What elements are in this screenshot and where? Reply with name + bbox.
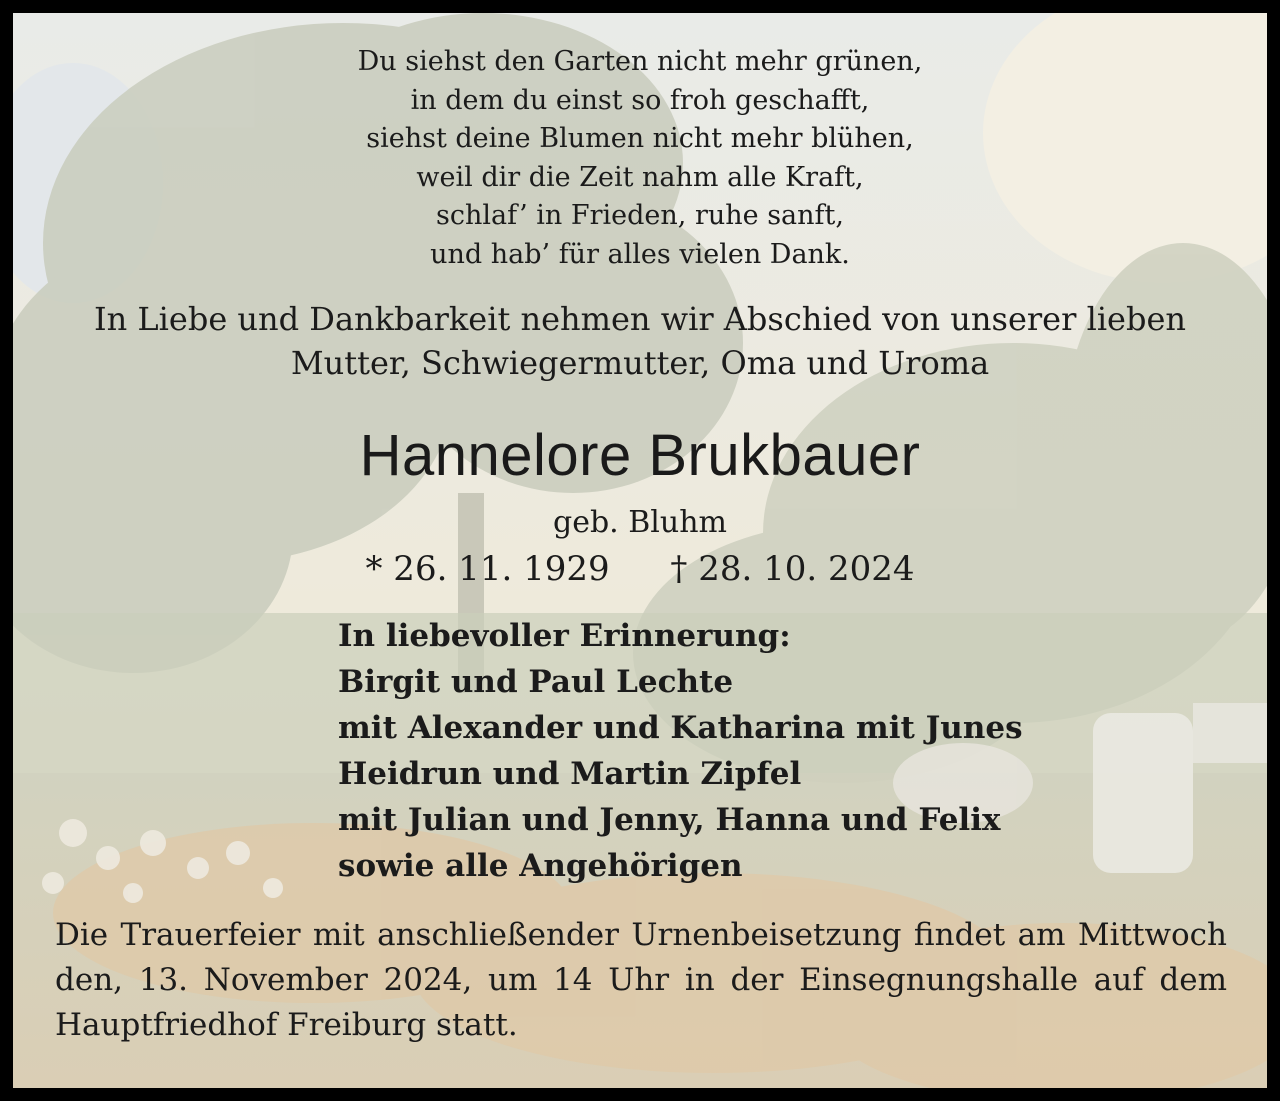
notice-content xyxy=(13,13,1267,1088)
life-dates xyxy=(13,545,1267,593)
poem-line: und hab’ für alles vielen Dank. xyxy=(430,238,850,270)
funeral-ceremony-info xyxy=(55,913,1227,1048)
poem-line: siehst deine Blumen nicht mehr blühen, xyxy=(366,123,914,154)
obituary-notice xyxy=(13,13,1267,1088)
intro-line: Mutter, Schwiegermutter, Oma und Uroma xyxy=(290,344,990,382)
poem-line: Du siehst den Garten nicht mehr grünen, xyxy=(357,46,923,77)
deceased-name: Hannelore Brukbauer xyxy=(359,423,921,488)
mourner-line: mit Alexander und Katharina mit Junes xyxy=(338,710,1023,746)
poem-line: schlaf’ in Frieden, ruhe sanft, xyxy=(436,200,844,231)
mourners-heading: In liebevoller Erinnerung: xyxy=(338,618,791,654)
death-date: † 28. 10. 2024 xyxy=(670,549,915,589)
mourner-line: Birgit und Paul Lechte xyxy=(338,664,734,700)
mourner-line: Heidrun und Martin Zipfel xyxy=(338,756,802,792)
mourner-line: mit Julian und Jenny, Hanna und Felix xyxy=(338,802,1001,838)
memorial-poem xyxy=(13,43,1267,274)
mourners-list xyxy=(338,613,1023,889)
maiden-name: geb. Bluhm xyxy=(553,505,727,540)
ceremony-line: Die Trauerfeier mit anschließender Urnenbeisetzung findet am Mittwoch xyxy=(55,917,1227,953)
farewell-intro xyxy=(13,297,1267,385)
mourner-line: sowie alle Angehörigen xyxy=(338,848,743,884)
poem-line: weil dir die Zeit nahm alle Kraft, xyxy=(416,161,864,193)
ceremony-line: Hauptfriedhof Freiburg statt. xyxy=(55,1007,518,1043)
intro-line: In Liebe und Dankbarkeit nehmen wir Abschied von unserer lieben xyxy=(93,300,1187,338)
ceremony-line: den, 13. November 2024, um 14 Uhr in der Einsegnungshalle auf dem xyxy=(55,962,1227,998)
poem-line: in dem du einst so froh geschafft, xyxy=(410,84,870,116)
birth-date: * 26. 11. 1929 xyxy=(365,549,610,589)
